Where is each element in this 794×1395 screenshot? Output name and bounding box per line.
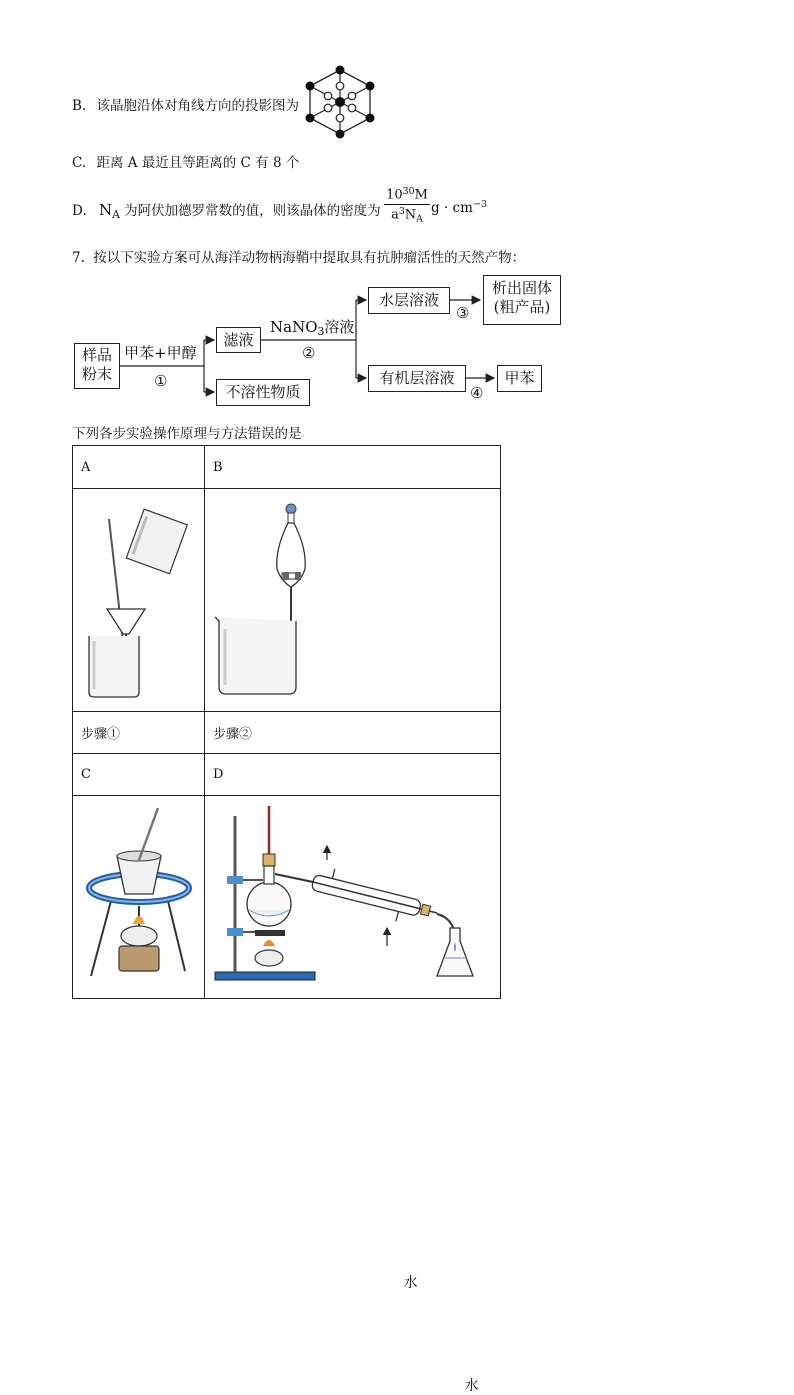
cell-a-caption: 步骤① (73, 712, 205, 754)
density-unit: $g \cdot cm^{-3}$ (431, 199, 488, 216)
question-number: 7. (72, 250, 85, 266)
water-in-label: 水 (464, 1377, 479, 1394)
step-4-label: ④ (470, 384, 484, 402)
organic-layer-box: 有机层溶液 (368, 365, 466, 392)
aqueous-layer-box: 水层溶液 (368, 287, 450, 314)
question-7-prompt: 下列各步实验操作原理与方法错误的是 (72, 426, 302, 442)
option-b-letter: B. (72, 98, 87, 114)
step-1-label: ① (154, 372, 168, 390)
fraction-numerator: $10^{30}M$ (384, 186, 430, 205)
cell-a-image (73, 489, 205, 712)
step-2-label: ② (302, 344, 316, 362)
reagent-2-label: NaNO$_3$溶液 (270, 318, 355, 339)
filtration-apparatus (73, 489, 204, 707)
option-d-letter: D. (72, 203, 87, 219)
evaporation-apparatus (73, 796, 204, 994)
cell-b-label: B (205, 446, 501, 489)
separatory-funnel-apparatus (205, 489, 500, 707)
na-symbol: $N_A$ (98, 201, 120, 222)
reagent-1-label: 甲苯+甲醇 (124, 344, 197, 362)
option-b-text: 该晶胞沿体对角线方向的投影图为 (96, 98, 300, 114)
cell-d-image (205, 796, 501, 1394)
distillation-apparatus (205, 796, 500, 994)
options-table (72, 445, 501, 1394)
question-text: 按以下实验方案可从海洋动物柄海鞘中提取具有抗肿瘤活性的天然产物： (93, 250, 526, 266)
sample-powder-box: 样品 粉末 (74, 343, 120, 389)
cell-b-caption: 步骤② (205, 712, 501, 754)
cell-c-image (73, 796, 205, 999)
cell-a-label: A (73, 446, 205, 489)
water-out-label: 水 (403, 1274, 418, 1291)
cell-b-image (205, 489, 501, 712)
fraction-denominator: $a^3N_A$ (391, 205, 423, 225)
option-d-text: 为阿伏加德罗常数的值，则该晶体的密度为 (124, 203, 381, 219)
toluene-box: 甲苯 (497, 365, 542, 392)
cell-c-label: C (73, 754, 205, 796)
filtrate-box: 滤液 (216, 327, 261, 353)
insoluble-box: 不溶性物质 (216, 379, 310, 406)
option-c-letter: C. (72, 155, 87, 171)
option-c-text: 距离 A 最近且等距离的 C 有 8 个 (96, 155, 300, 171)
step-3-label: ③ (456, 304, 470, 322)
cell-d-label: D (205, 754, 501, 796)
product-box: 析出固体 (粗产品) (483, 275, 561, 325)
